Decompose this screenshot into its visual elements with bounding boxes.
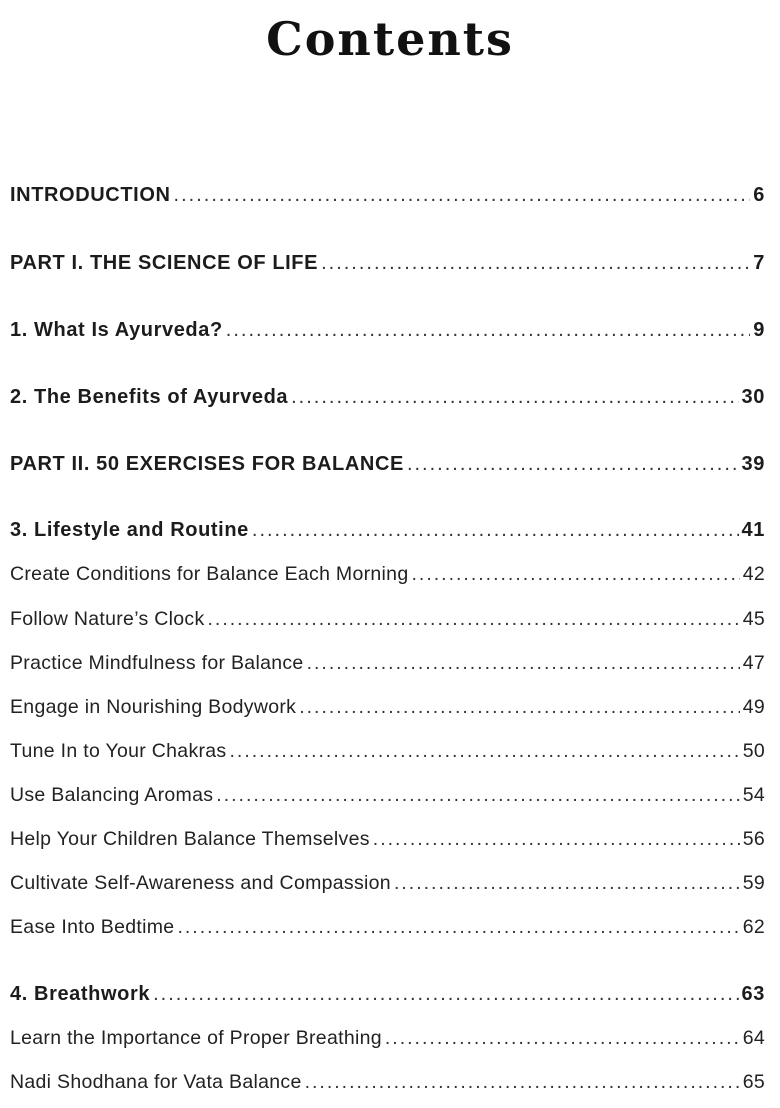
toc-entry[interactable] — [10, 983, 765, 1006]
dot-leader — [216, 784, 739, 807]
toc-entry-label: Tune In to Your Chakras — [10, 740, 227, 762]
toc-entry[interactable] — [10, 652, 765, 675]
toc-entry-label: Engage in Nourishing Bodywork — [10, 696, 297, 718]
toc-entry-page: 63 — [741, 983, 765, 1005]
dot-leader — [174, 184, 751, 207]
dot-leader — [321, 252, 750, 275]
toc-entry-label: 4. Breathwork — [10, 983, 151, 1005]
toc-entry-page: 39 — [741, 453, 765, 475]
toc-entry-page: 49 — [742, 696, 765, 718]
toc-entry-page: 62 — [742, 916, 765, 938]
toc-entry[interactable] — [10, 784, 765, 807]
toc-entry-label: PART I. THE SCIENCE OF LIFE — [10, 252, 319, 274]
toc-entry-label: Create Conditions for Balance Each Morning — [10, 563, 409, 585]
toc-entry-label: Nadi Shodhana for Vata Balance — [10, 1071, 302, 1093]
toc-entry[interactable] — [10, 1071, 765, 1094]
toc-entry-page: 47 — [742, 652, 765, 674]
toc-entry[interactable] — [10, 563, 765, 586]
toc-entry-label: INTRODUCTION — [10, 184, 171, 206]
toc-entry-label: Learn the Importance of Proper Breathing — [10, 1027, 382, 1049]
toc-entry-page: 59 — [742, 872, 765, 894]
toc-entry-page: 9 — [753, 319, 765, 341]
toc-entry[interactable] — [10, 696, 765, 719]
toc-entry[interactable] — [10, 386, 765, 409]
toc-entry-page: 41 — [741, 519, 765, 541]
page-title: Contents — [266, 12, 514, 66]
toc-entry-page: 65 — [742, 1071, 765, 1093]
toc-entry[interactable] — [10, 319, 765, 342]
toc-entry-label: Help Your Children Balance Themselves — [10, 828, 370, 850]
dot-leader — [407, 453, 739, 476]
dot-leader — [299, 696, 740, 719]
toc-entry[interactable] — [10, 519, 765, 542]
toc-entry-page: 42 — [742, 563, 765, 585]
toc-entry[interactable] — [10, 740, 765, 763]
toc-entry-page: 64 — [742, 1027, 765, 1049]
toc-entry-label: Practice Mindfulness for Balance — [10, 652, 304, 674]
toc-entry-label: Ease Into Bedtime — [10, 916, 175, 938]
toc-entry-label: 1. What Is Ayurveda? — [10, 319, 223, 341]
toc-entry[interactable] — [10, 608, 765, 631]
toc-entry-page: 50 — [742, 740, 765, 762]
toc-entry[interactable] — [10, 184, 765, 207]
toc-entry-label: Use Balancing Aromas — [10, 784, 214, 806]
toc-entry-label: Cultivate Self-Awareness and Compassion — [10, 872, 391, 894]
dot-leader — [208, 608, 740, 631]
dot-leader — [153, 983, 738, 1006]
toc-entry-page: 56 — [742, 828, 765, 850]
dot-leader — [229, 740, 739, 763]
toc-entry[interactable] — [10, 1027, 765, 1050]
toc-entry-page: 7 — [753, 252, 765, 274]
toc-entry-label: PART II. 50 EXERCISES FOR BALANCE — [10, 453, 404, 475]
toc-entry-page: 30 — [741, 386, 765, 408]
dot-leader — [385, 1027, 740, 1050]
toc-entry[interactable] — [10, 252, 765, 275]
toc-entry[interactable] — [10, 872, 765, 895]
dot-leader — [307, 652, 740, 675]
toc-entry[interactable] — [10, 453, 765, 476]
dot-leader — [177, 916, 739, 939]
dot-leader — [373, 828, 740, 851]
toc-entry-page: 45 — [742, 608, 765, 630]
dot-leader — [226, 319, 750, 342]
toc-entry-page: 54 — [742, 784, 765, 806]
dot-leader — [394, 872, 740, 895]
toc-entry-label: Follow Nature’s Clock — [10, 608, 205, 630]
toc-entry[interactable] — [10, 916, 765, 939]
dot-leader — [411, 563, 739, 586]
toc-entry[interactable] — [10, 828, 765, 851]
dot-leader — [305, 1071, 740, 1094]
toc-entry-page: 6 — [753, 184, 765, 206]
dot-leader — [291, 386, 738, 409]
toc-entry-label: 2. The Benefits of Ayurveda — [10, 386, 289, 408]
dot-leader — [252, 519, 739, 542]
toc-entry-label: 3. Lifestyle and Routine — [10, 519, 249, 541]
